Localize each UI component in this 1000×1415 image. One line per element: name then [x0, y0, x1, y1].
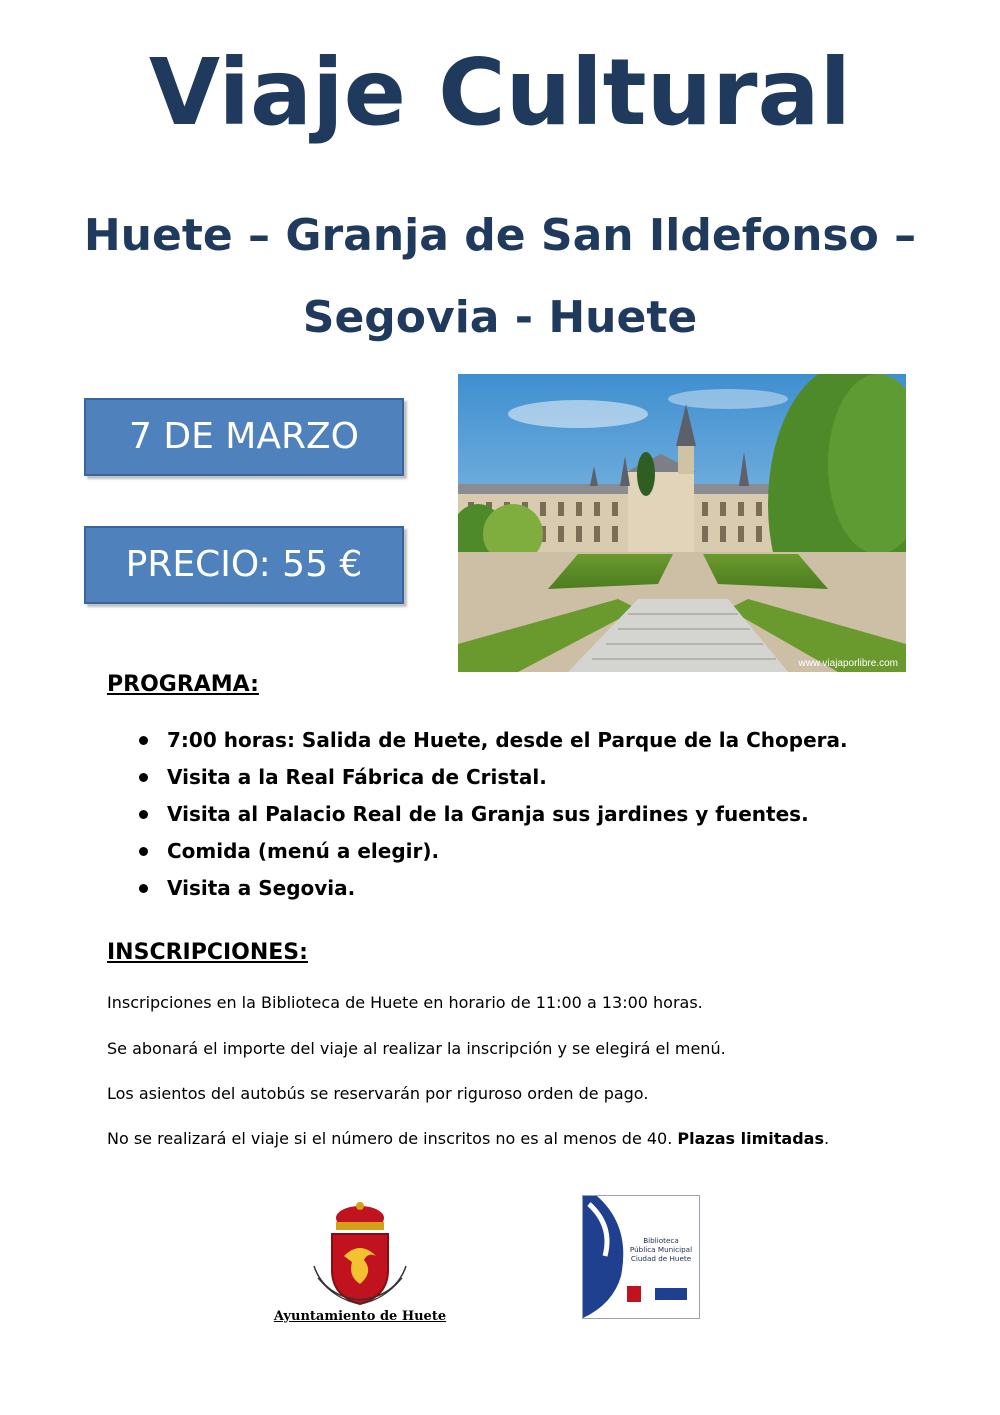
list-item: [135, 796, 848, 833]
paragraph-4-end: .: [823, 1129, 830, 1148]
inscripciones-paragraph-1: Inscripciones en la Biblioteca de Huete en horario de 11:00 a 13:00 horas.: [107, 993, 703, 1012]
program-list: [135, 722, 848, 907]
ayuntamiento-label: Ayuntamiento de Huete: [273, 1309, 447, 1324]
photo-watermark: www.viajaporlibre.com: [798, 658, 898, 669]
biblioteca-logo: [582, 1195, 700, 1319]
route-subtitle: [40, 195, 960, 359]
route-line-2: Segovia - Huete: [302, 292, 698, 343]
program-item-text: 7:00 horas: Salida de Huete, desde el Parque de la Chopera.: [167, 728, 848, 752]
list-item: [135, 833, 848, 870]
palace-photo: [458, 374, 906, 672]
bullet-icon: [139, 847, 148, 856]
program-item-text: Visita al Palacio Real de la Granja sus jardines y fuentes.: [167, 802, 809, 826]
list-item: [135, 759, 848, 796]
bullet-icon: [139, 884, 148, 893]
plazas-limitadas: Plazas limitadas: [677, 1129, 824, 1148]
inscripciones-paragraph-2: Se abonará el importe del viaje al realizar la inscripción y se elegirá el menú.: [107, 1039, 726, 1058]
price-box: PRECIO: 55 €: [84, 526, 404, 604]
list-item: [135, 722, 848, 759]
paragraph-4-text: No se realizará el viaje si el número de inscritos no es al menos de 40.: [107, 1129, 678, 1148]
biblioteca-label: [625, 1236, 697, 1263]
biblioteca-line-3: Ciudad de Huete: [630, 1254, 692, 1263]
list-item: [135, 870, 848, 907]
inscripciones-paragraph-4: [107, 1129, 967, 1149]
route-line-1: Huete – Granja de San Ildefonso –: [83, 210, 917, 261]
date-box: 7 DE MARZO: [84, 398, 404, 476]
program-item-text: Comida (menú a elegir).: [167, 839, 440, 863]
program-item-text: Visita a la Real Fábrica de Cristal.: [167, 765, 547, 789]
bullet-icon: [139, 810, 148, 819]
bullet-icon: [139, 736, 148, 745]
inscripciones-paragraph-3: Los asientos del autobús se reservarán por riguroso orden de pago.: [107, 1084, 649, 1103]
programa-heading: PROGRAMA:: [107, 672, 259, 697]
bullet-icon: [139, 773, 148, 782]
inscripciones-heading: INSCRIPCIONES:: [107, 940, 308, 965]
biblioteca-line-1: Biblioteca: [643, 1236, 679, 1245]
program-item-text: Visita a Segovia.: [167, 876, 356, 900]
page-title: Viaje Cultural: [148, 39, 852, 146]
biblioteca-line-2: Pública Municipal: [629, 1245, 693, 1254]
